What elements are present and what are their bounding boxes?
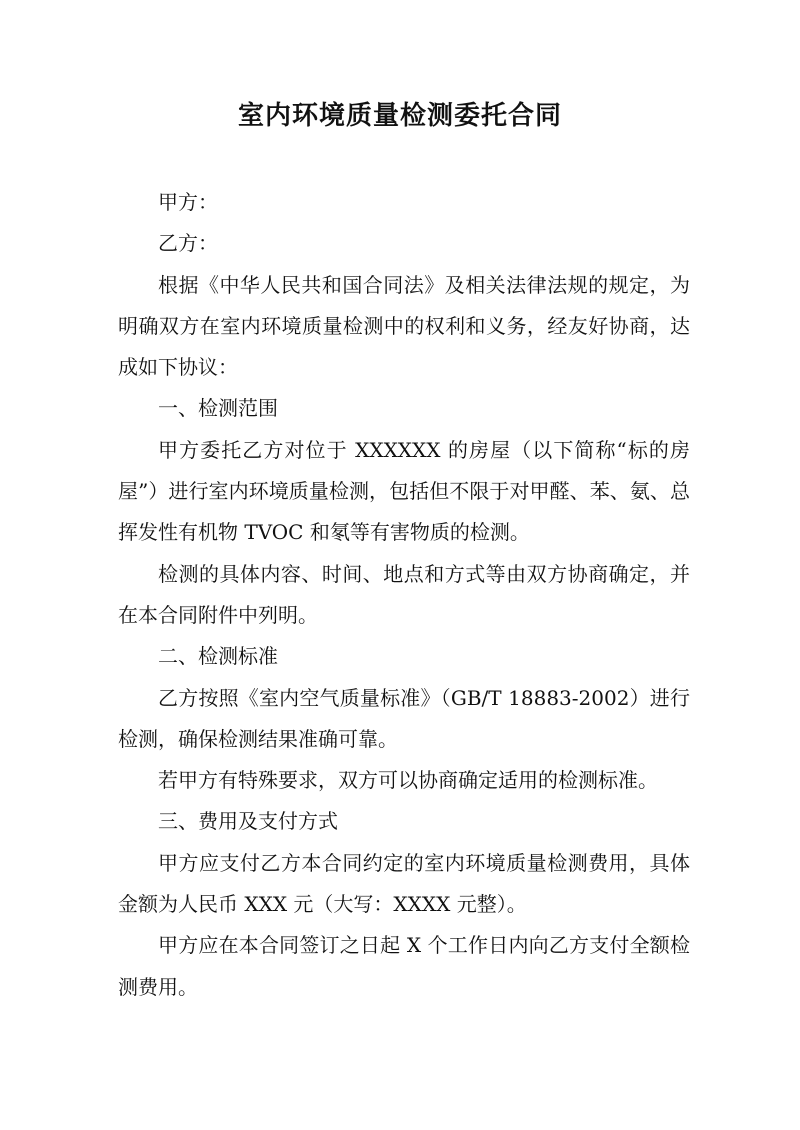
section-heading-standard: 二、检测标准 <box>158 644 278 669</box>
standard-paragraph-1: 乙方按照《室内空气质量标准》（GB/T 18883-2002）进行检测，确保检测结果准确可靠。 <box>118 685 690 751</box>
scope-paragraph-2: 检测的具体内容、时间、地点和方式等由双方协商确定，并在本合同附件中列明。 <box>118 561 690 627</box>
document-body <box>118 182 690 1008</box>
preamble-paragraph: 根据《中华人民共和国合同法》及相关法律法规的规定，为明确双方在室内环境质量检测中的权利和义务，经友好协商，达成如下协议： <box>118 272 690 380</box>
standard-paragraph-2: 若甲方有特殊要求，双方可以协商确定适用的检测标准。 <box>158 768 658 793</box>
section-heading-scope: 一、检测范围 <box>158 396 278 421</box>
party-b-line: 乙方： <box>158 231 218 256</box>
document-title: 室内环境质量检测委托合同 <box>237 101 562 131</box>
payment-paragraph-1: 甲方应支付乙方本合同约定的室内环境质量检测费用，具体金额为人民币 XXX 元（大写：XXXX 元整）。 <box>118 850 690 917</box>
scope-paragraph-1: 甲方委托乙方对位于 XXXXXX 的房屋（以下简称“标的房屋”）进行室内环境质量检测，包括但不限于对甲醛、苯、氨、总挥发性有机物 TVOC 和氡等有害物质的检测。 <box>118 437 690 545</box>
payment-paragraph-2: 甲方应在本合同签订之日起 X 个工作日内向乙方支付全额检测费用。 <box>118 933 690 999</box>
section-heading-payment: 三、费用及支付方式 <box>158 809 338 834</box>
party-a-line: 甲方： <box>158 190 218 214</box>
